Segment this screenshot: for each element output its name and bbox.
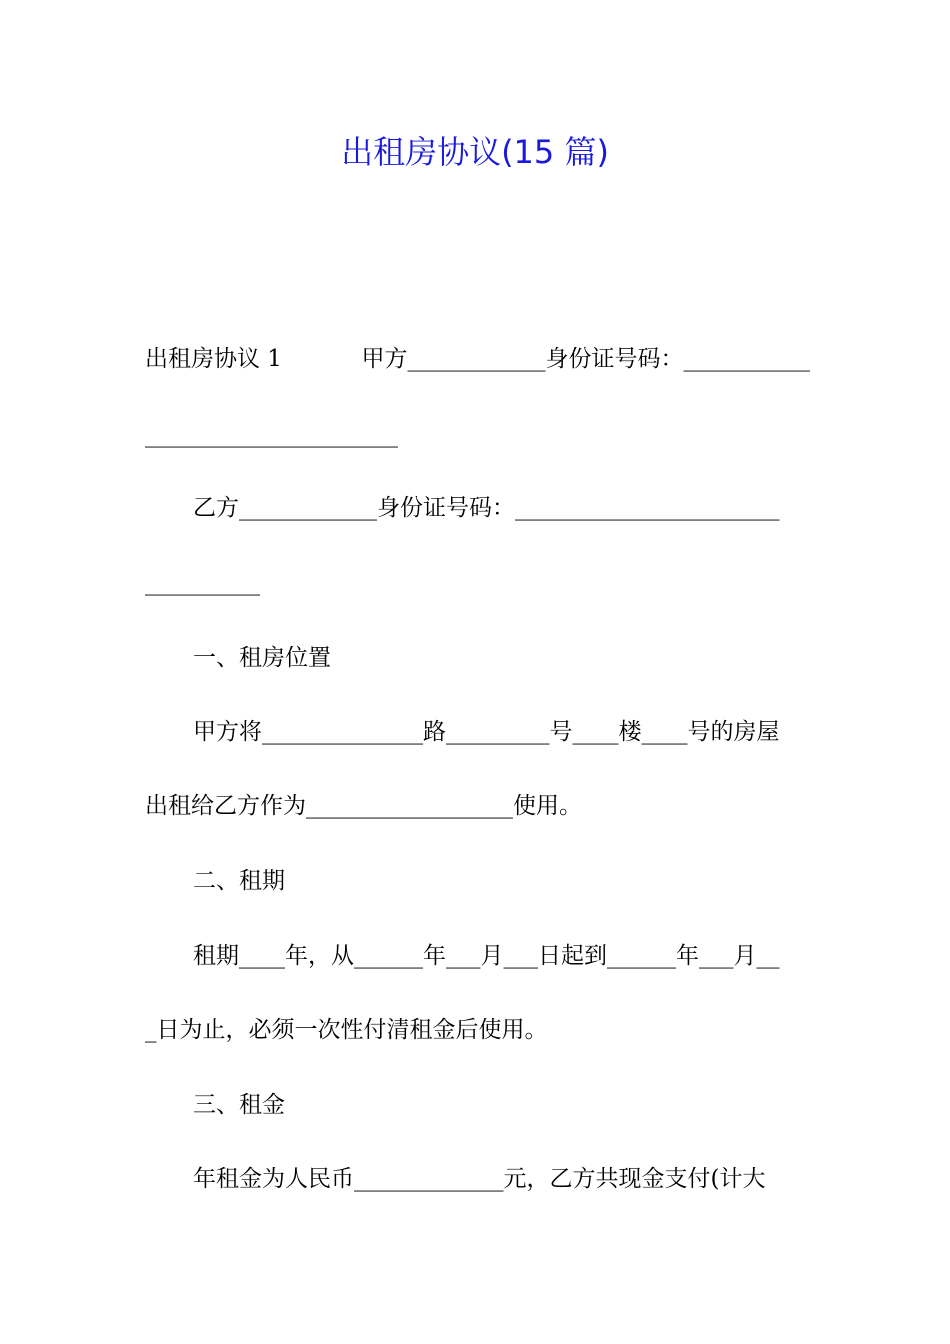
party-b-id-continuation: __________ bbox=[145, 570, 260, 596]
document-title: 出租房协议(15 篇) bbox=[341, 133, 609, 171]
party-a-field: 甲方____________身份证号码：___________ bbox=[361, 346, 810, 372]
paragraph-location-continuation: 出租给乙方作为__________________使用。 bbox=[145, 793, 582, 819]
section-heading-rent: 三、租金 bbox=[193, 1092, 285, 1118]
paragraph-party-a bbox=[145, 341, 810, 377]
paragraph-rent: 年租金为人民币_____________元，乙方共现金支付(计大 bbox=[193, 1166, 766, 1192]
paragraph-location: 甲方将______________路_________号____楼____号的房屋 bbox=[193, 719, 780, 745]
paragraph-term-continuation: _日为止，必须一次性付清租金后使用。 bbox=[145, 1017, 548, 1043]
agreement-number: 出租房协议 1 bbox=[145, 346, 282, 372]
party-a-id-continuation: ______________________ bbox=[145, 422, 398, 448]
section-heading-location: 一、租房位置 bbox=[193, 645, 331, 671]
paragraph-party-b: 乙方____________身份证号码：_______________________ bbox=[193, 495, 780, 521]
paragraph-term: 租期____年，从______年___月___日起到______年___月__ bbox=[193, 943, 780, 969]
section-heading-term: 二、租期 bbox=[193, 868, 285, 894]
